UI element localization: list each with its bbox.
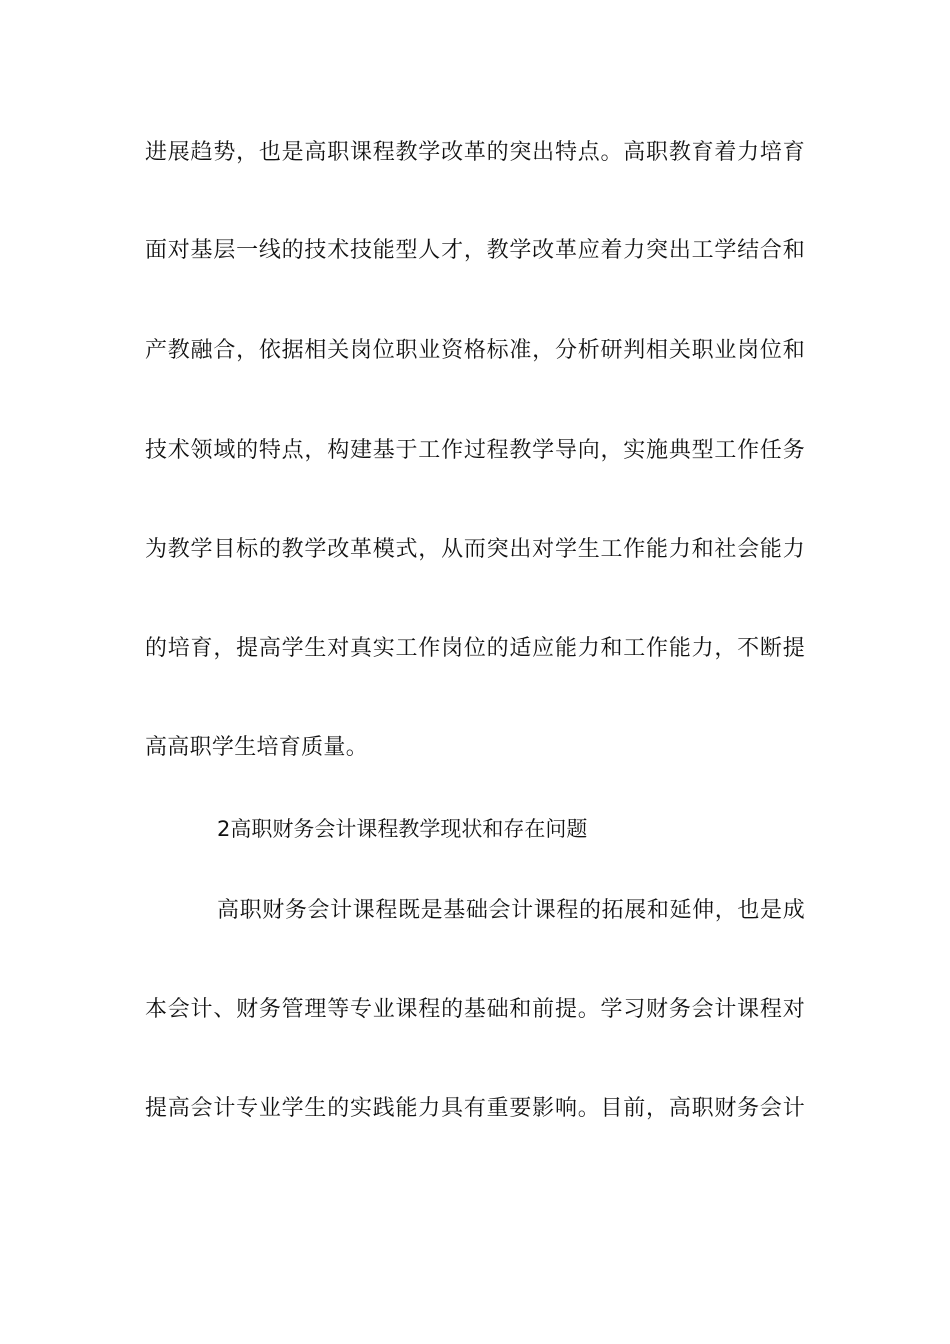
section-heading: 2高职财务会计课程教学现状和存在问题 bbox=[217, 817, 588, 841]
paragraph-1-line-2: 面对基层一线的技术技能型人才，教学改革应着力突出工学结合和 bbox=[145, 238, 805, 263]
paragraph-1-line-1: 进展趋势，也是高职课程教学改革的突出特点。高职教育着力培育 bbox=[145, 140, 805, 165]
paragraph-2-line-2: 本会计、财务管理等专业课程的基础和前提。学习财务会计课程对 bbox=[145, 997, 805, 1022]
paragraph-1-line-7: 高高职学生培育质量。 bbox=[145, 735, 369, 760]
paragraph-2-line-1: 高职财务会计课程既是基础会计课程的拓展和延伸，也是成 bbox=[217, 898, 805, 923]
paragraph-1-line-6: 的培育，提高学生对真实工作岗位的适应能力和工作能力，不断提 bbox=[145, 636, 805, 661]
paragraph-1-line-3: 产教融合，依据相关岗位职业资格标准，分析研判相关职业岗位和 bbox=[145, 338, 805, 363]
paragraph-1-line-5: 为教学目标的教学改革模式，从而突出对学生工作能力和社会能力 bbox=[145, 537, 805, 562]
paragraph-2-line-3: 提高会计专业学生的实践能力具有重要影响。目前，高职财务会计 bbox=[145, 1096, 805, 1121]
paragraph-1-line-4: 技术领域的特点，构建基于工作过程教学导向，实施典型工作任务 bbox=[145, 438, 805, 463]
